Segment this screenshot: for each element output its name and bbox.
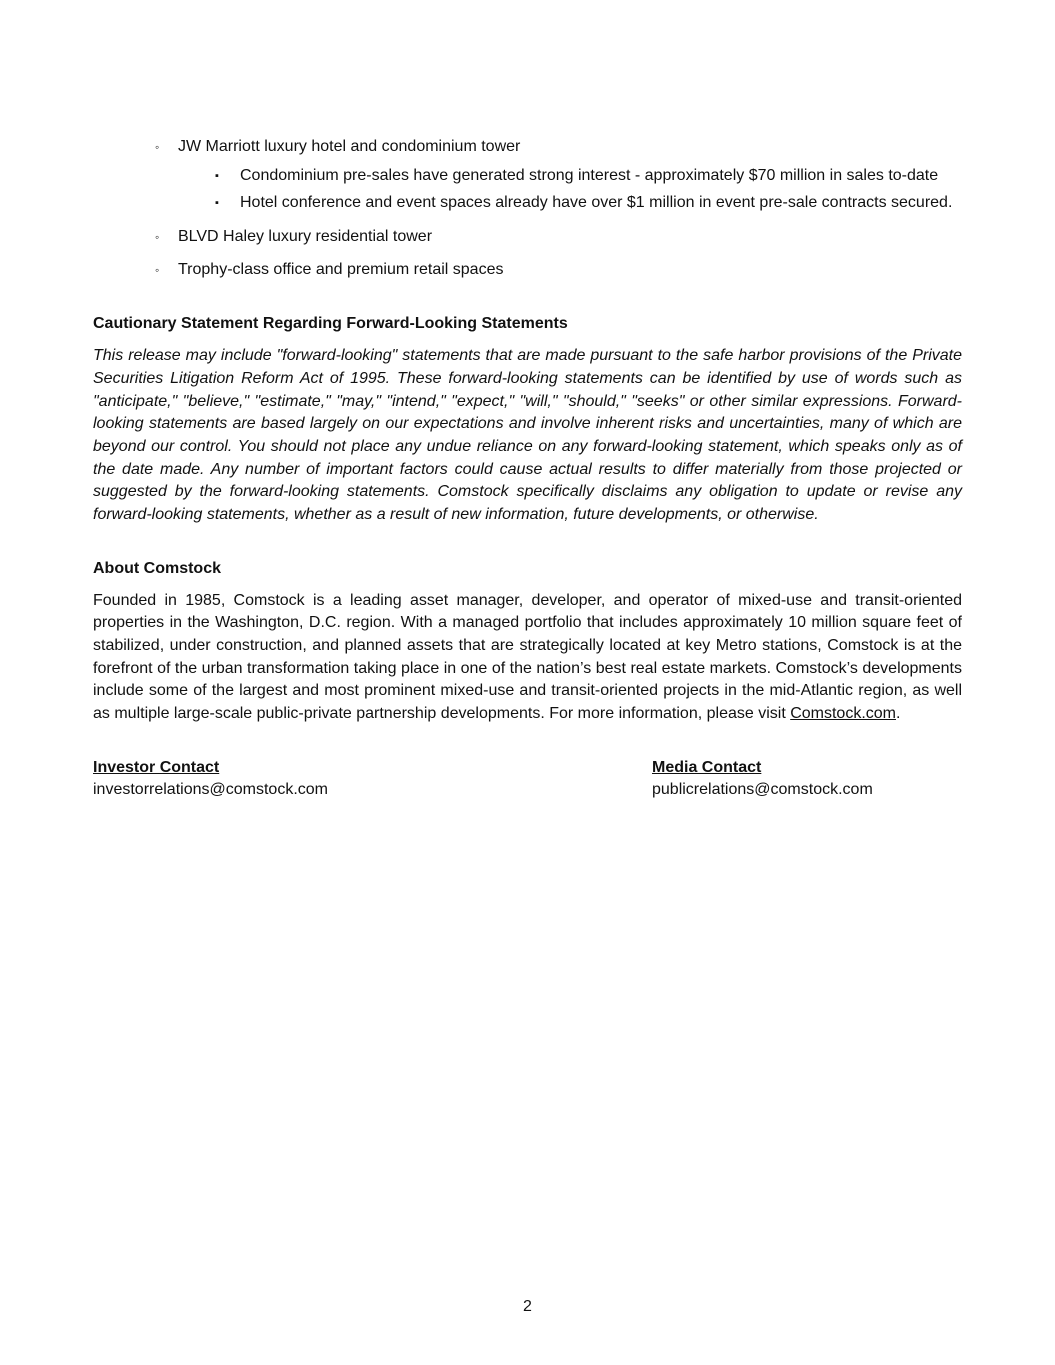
- contacts-block: [93, 757, 962, 803]
- square-bullet-icon: ▪: [215, 169, 219, 182]
- media-contact: [652, 757, 873, 802]
- investor-contact: [93, 757, 328, 802]
- cautionary-heading: Cautionary Statement Regarding Forward-Looking Statements: [93, 314, 568, 332]
- cautionary-section: [93, 313, 962, 527]
- development-list: [93, 136, 962, 282]
- investor-contact-title: Investor Contact: [93, 758, 220, 776]
- comstock-link[interactable]: Comstock.com: [790, 705, 896, 723]
- about-trailing: .: [896, 705, 901, 723]
- hollow-bullet-icon: ◦: [155, 140, 160, 154]
- list-item-text: Trophy-class office and premium retail spaces: [178, 260, 504, 278]
- list-item: [93, 259, 962, 282]
- about-body: [93, 590, 962, 726]
- sub-list-item-text: Condominium pre-sales have generated strong interest - approximately $70 million in sales to-date: [240, 166, 939, 184]
- sub-list-item: [93, 192, 962, 215]
- list-item: [93, 136, 962, 159]
- list-item-text: JW Marriott luxury hotel and condominium tower: [178, 138, 521, 155]
- about-heading: About Comstock: [93, 559, 221, 577]
- investor-contact-email[interactable]: investorrelations@comstock.com: [93, 781, 328, 799]
- media-contact-title: Media Contact: [652, 758, 762, 776]
- square-bullet-icon: ▪: [215, 197, 219, 210]
- page-number: 2: [523, 1298, 532, 1315]
- sub-list-item-text: Hotel conference and event spaces already have over $1 million in event pre-sale contracts secured.: [240, 194, 953, 212]
- sub-list-item: [93, 165, 962, 188]
- cautionary-body: This release may include "forward-looking" statements that are made pursuant to the safe harbor provisions of the Private Securities Litigation Reform Act of 1995. These forward-looking statements can be identified by use of words such as "anticipate," "believe," "estimate," "may," "intend," "expect," "will," "should," "seeks" or other similar expressions. Forward-looking statements are based largely on our expectations and involve inherent risks and uncertainties, many of which are beyond our control. You should not place any undue reliance on any forward-looking statement, which speaks only as of the date made. Any number of important factors could cause actual results to differ materially from those projected or suggested by the forward-looking statements. Comstock specifically disclaims any obligation to update or revise any forward-looking statements, whether as a result of new information, future developments, or otherwise.: [93, 347, 962, 524]
- media-contact-email[interactable]: publicrelations@comstock.com: [652, 781, 873, 799]
- list-item: [93, 226, 962, 249]
- document-page: [93, 136, 962, 803]
- hollow-bullet-icon: ◦: [155, 230, 160, 245]
- list-item-text: BLVD Haley luxury residential tower: [178, 228, 433, 246]
- about-section: [93, 558, 962, 726]
- about-text: Founded in 1985, Comstock is a leading asset manager, developer, and operator of mixed-use and transit-oriented properties in the Washington, D.C. region. With a managed portfolio that includes approximately 10 million square feet of stabilized, under construction, and planned assets that are strategically located at key Metro stations, Comstock is at the forefront of the urban transformation taking place in one of the nation’s best real estate markets. Comstock’s developments include some of the largest and most prominent mixed-use and transit-oriented projects in the mid-Atlantic region, as well as multiple large-scale public-private partnership developments. For more information, please visit: [93, 591, 962, 723]
- hollow-bullet-icon: ◦: [155, 262, 160, 277]
